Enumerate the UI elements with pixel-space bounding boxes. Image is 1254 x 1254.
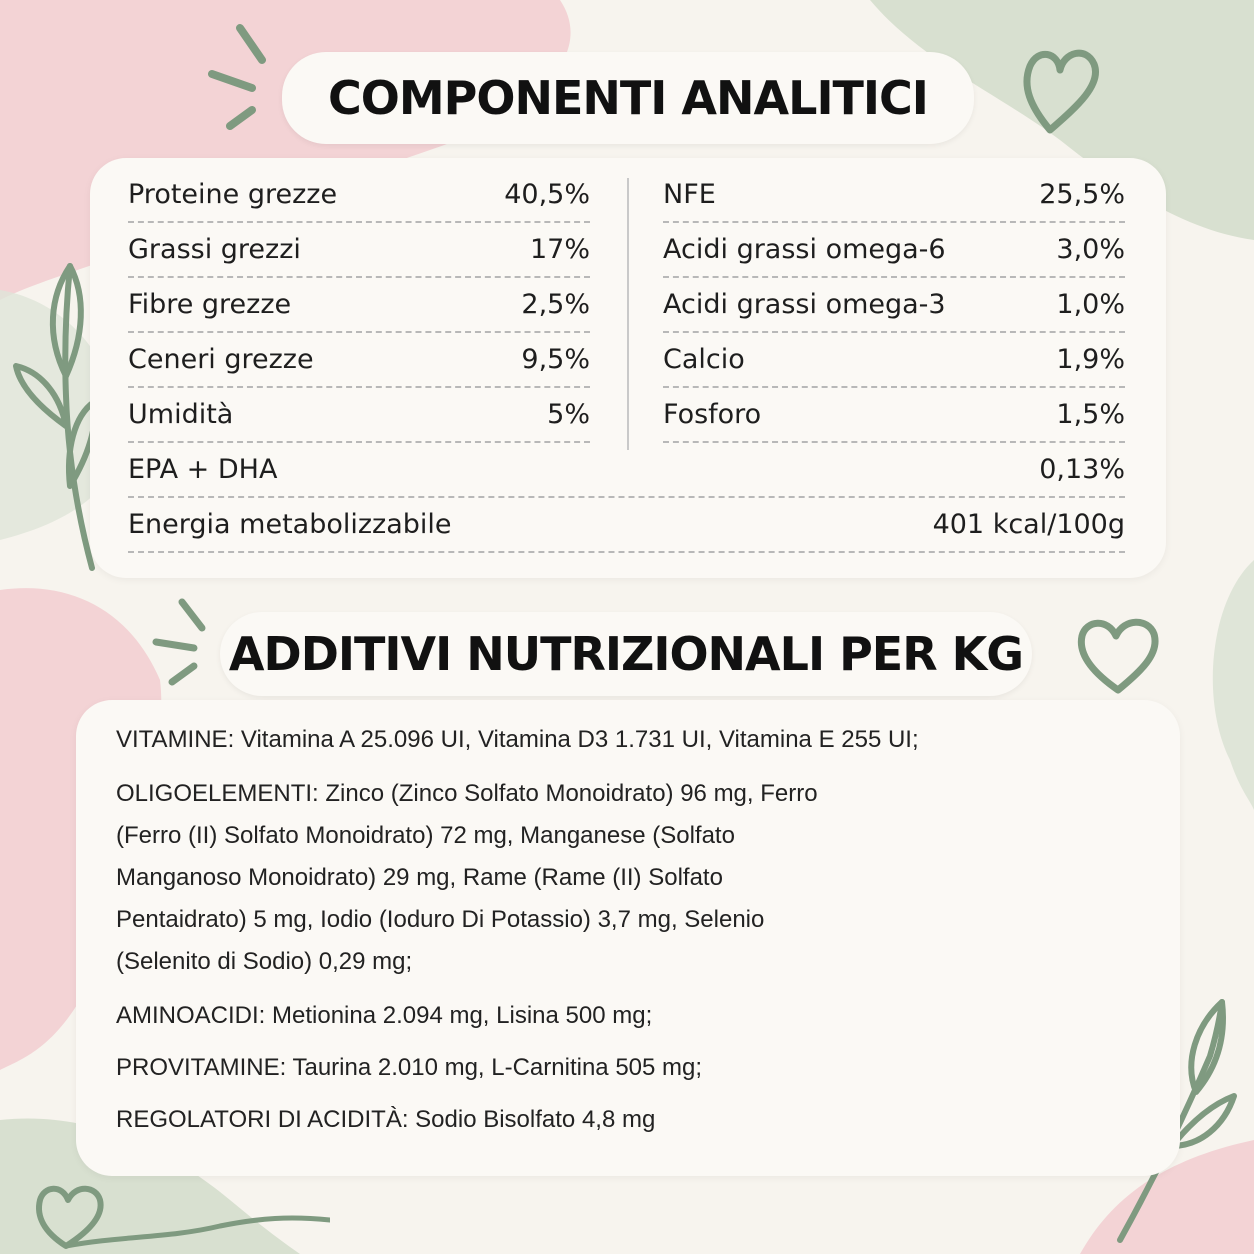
- analytics-row: [663, 333, 1125, 388]
- additive-line: AMINOACIDI: Metionina 2.094 mg, Lisina 500 mg;: [116, 1002, 653, 1029]
- heart-icon: [1020, 36, 1100, 136]
- row-label: Acidi grassi omega-3: [663, 289, 946, 320]
- analytics-row: [128, 388, 590, 443]
- analytics-row: [663, 278, 1125, 333]
- row-value: 1,9%: [1056, 344, 1125, 375]
- heart-icon: [1074, 612, 1164, 696]
- row-label: Grassi grezzi: [128, 234, 301, 265]
- row-value: 3,0%: [1056, 234, 1125, 265]
- additive-line: OLIGOELEMENTI: Zinco (Zinco Solfato Monoidrato) 96 mg, Ferro: [116, 780, 818, 807]
- row-label: NFE: [663, 179, 716, 210]
- column-divider: [627, 178, 629, 450]
- row-value: 401 kcal/100g: [932, 509, 1125, 540]
- row-label: Fibre grezze: [128, 289, 292, 320]
- row-label: Umidità: [128, 399, 234, 430]
- row-value: 1,5%: [1056, 399, 1125, 430]
- row-value: 2,5%: [521, 289, 590, 320]
- row-label: Acidi grassi omega-6: [663, 234, 946, 265]
- heart-icon: [30, 1176, 330, 1254]
- analytics-row: [663, 388, 1125, 443]
- additives-card: [76, 700, 1180, 1176]
- analytics-row: [663, 223, 1125, 278]
- analytics-row: [128, 168, 590, 223]
- row-value: 1,0%: [1056, 289, 1125, 320]
- row-value: 0,13%: [1039, 454, 1125, 485]
- analytics-row: [128, 333, 590, 388]
- row-label: Fosforo: [663, 399, 762, 430]
- row-value: 9,5%: [521, 344, 590, 375]
- row-label: Energia metabolizzabile: [128, 509, 452, 540]
- section-title-pill: [220, 612, 1032, 696]
- additive-line: (Ferro (II) Solfato Monoidrato) 72 mg, Manganese (Solfato: [116, 822, 735, 849]
- additive-line: Pentaidrato) 5 mg, Iodio (Ioduro Di Potassio) 3,7 mg, Selenio: [116, 906, 765, 933]
- row-label: Proteine grezze: [128, 179, 338, 210]
- analytics-row-full: [128, 443, 1125, 498]
- additive-line: PROVITAMINE: Taurina 2.010 mg, L-Carnitina 505 mg;: [116, 1054, 703, 1081]
- section-title-analytics: COMPONENTI ANALITICI: [328, 71, 928, 125]
- sparkle-lines-icon: [200, 18, 280, 138]
- analytics-row: [128, 223, 590, 278]
- section-title-pill: [282, 52, 974, 144]
- row-label: EPA + DHA: [128, 454, 278, 485]
- sparkle-lines-icon: [150, 596, 220, 696]
- analytics-row: [128, 278, 590, 333]
- row-value: 5%: [547, 399, 590, 430]
- additive-line: (Selenito di Sodio) 0,29 mg;: [116, 948, 413, 975]
- row-value: 25,5%: [1039, 179, 1125, 210]
- additive-line: Manganoso Monoidrato) 29 mg, Rame (Rame (II) Solfato: [116, 864, 723, 891]
- additive-line: REGOLATORI DI ACIDITÀ: Sodio Bisolfato 4,8 mg: [116, 1106, 656, 1133]
- analytics-row-full: [128, 498, 1125, 553]
- analytics-card: [90, 158, 1166, 578]
- row-label: Ceneri grezze: [128, 344, 314, 375]
- row-value: 17%: [529, 234, 590, 265]
- additive-line: VITAMINE: Vitamina A 25.096 UI, Vitamina D3 1.731 UI, Vitamina E 255 UI;: [116, 726, 919, 753]
- row-value: 40,5%: [504, 179, 590, 210]
- analytics-row: [663, 168, 1125, 223]
- row-label: Calcio: [663, 344, 745, 375]
- section-title-additives: ADDITIVI NUTRIZIONALI PER KG: [228, 627, 1024, 681]
